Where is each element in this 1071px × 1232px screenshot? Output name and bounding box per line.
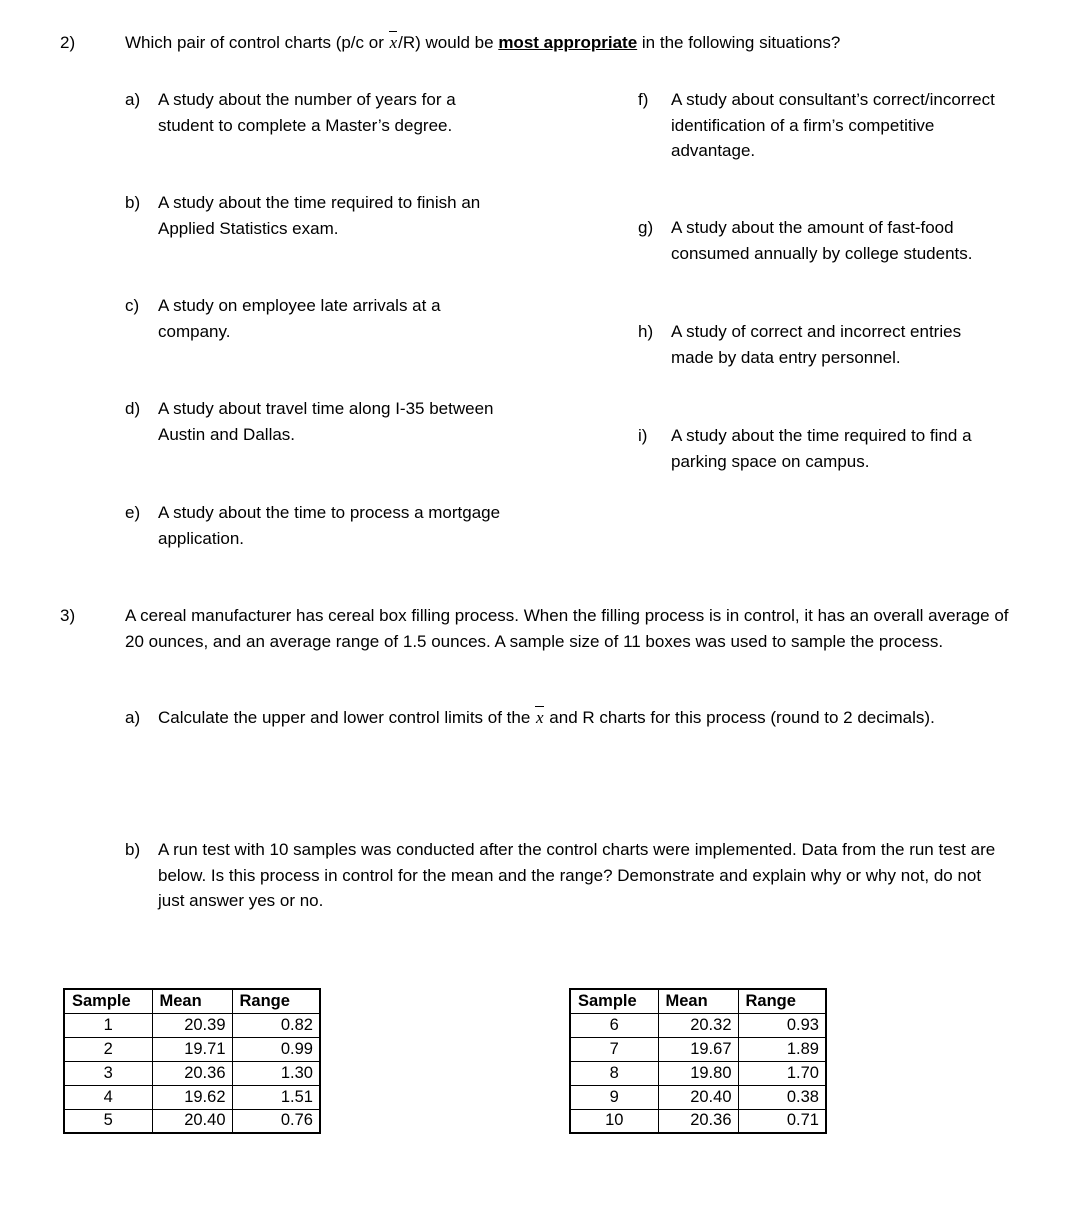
cell-mean: 19.71 — [152, 1037, 232, 1061]
cell-sample: 4 — [64, 1085, 152, 1109]
table-header-row — [570, 989, 826, 1013]
list-item-c-marker: c) — [125, 296, 140, 315]
cell-sample: 5 — [64, 1109, 152, 1133]
cell-mean: 20.39 — [152, 1013, 232, 1037]
list-item-h-marker: h) — [638, 322, 654, 341]
run-test-table-right — [569, 988, 827, 1134]
table-row — [64, 1085, 320, 1109]
column-header-mean: Mean — [658, 989, 738, 1013]
cell-mean: 20.36 — [152, 1061, 232, 1085]
list-item-d-text: A study about travel time along I-35 between Austin and Dallas. — [158, 399, 494, 444]
cell-sample: 2 — [64, 1037, 152, 1061]
table-header-row — [64, 989, 320, 1013]
table-row — [64, 1109, 320, 1133]
list-item-e — [125, 500, 515, 551]
table-row — [570, 1061, 826, 1085]
list-item-f-text: A study about consultant’s correct/incorrect identification of a firm’s competitive advantage. — [671, 90, 995, 160]
list-item-b-marker: b) — [125, 193, 141, 212]
column-header-range: Range — [232, 989, 320, 1013]
cell-range: 0.99 — [232, 1037, 320, 1061]
x-bar-symbol: x — [389, 30, 399, 56]
cell-mean: 20.40 — [658, 1085, 738, 1109]
question-3-part-b — [125, 837, 1005, 914]
list-item-g-marker: g) — [638, 218, 654, 237]
table-row — [570, 1109, 826, 1133]
table-row — [570, 1013, 826, 1037]
question-2-number: 2) — [60, 33, 76, 52]
list-item-h-text: A study of correct and incorrect entries made by data entry personnel. — [671, 322, 962, 367]
question-3-part-a-text — [158, 705, 995, 731]
cell-mean: 20.40 — [152, 1109, 232, 1133]
list-item-b — [125, 190, 515, 241]
question-3-part-a-marker: a) — [125, 708, 141, 727]
list-item-i-text: A study about the time required to find a parking space on campus. — [671, 426, 972, 471]
cell-range: 0.71 — [738, 1109, 826, 1133]
cell-sample: 7 — [570, 1037, 658, 1061]
list-item-g-text: A study about the amount of fast-food consumed annually by college students. — [671, 218, 973, 263]
question-2-prompt-mid: /R) would be — [398, 33, 499, 52]
cell-sample: 3 — [64, 1061, 152, 1085]
list-item-e-text: A study about the time to process a mortgage application. — [158, 503, 501, 548]
cell-mean: 20.36 — [658, 1109, 738, 1133]
column-header-sample: Sample — [570, 989, 658, 1013]
table-row — [64, 1061, 320, 1085]
list-item-f — [638, 87, 1008, 164]
list-item-d-marker: d) — [125, 399, 141, 418]
list-item-f-marker: f) — [638, 90, 649, 109]
list-item-a-text: A study about the number of years for a student to complete a Master’s degree. — [158, 90, 456, 135]
list-item-a-marker: a) — [125, 90, 141, 109]
list-item-c-text: A study on employee late arrivals at a company. — [158, 296, 441, 341]
cell-range: 1.30 — [232, 1061, 320, 1085]
question-3-part-a-text-after: and R charts for this process (round to 2 decimals). — [544, 708, 935, 727]
table-row — [570, 1037, 826, 1061]
cell-sample: 6 — [570, 1013, 658, 1037]
cell-mean: 20.32 — [658, 1013, 738, 1037]
table-row — [64, 1013, 320, 1037]
cell-range: 1.70 — [738, 1061, 826, 1085]
cell-sample: 10 — [570, 1109, 658, 1133]
list-item-e-marker: e) — [125, 503, 141, 522]
list-item-g — [638, 215, 1008, 266]
question-3-part-b-marker: b) — [125, 840, 141, 859]
question-3-part-b-text: A run test with 10 samples was conducted after the control charts were implemented. Data from the run test are below. Is this process in control for the mean and the range? Demonstrate and explain why or why not, do not just answer yes or no. — [158, 840, 996, 910]
cell-mean: 19.67 — [658, 1037, 738, 1061]
question-2-prompt-after: in the following situations? — [637, 33, 841, 52]
question-3-number: 3) — [60, 606, 76, 625]
table-row — [64, 1037, 320, 1061]
list-item-i — [638, 423, 1008, 474]
column-header-sample: Sample — [64, 989, 152, 1013]
column-header-mean: Mean — [152, 989, 232, 1013]
list-item-b-text: A study about the time required to finish an Applied Statistics exam. — [158, 193, 481, 238]
cell-range: 0.38 — [738, 1085, 826, 1109]
cell-range: 0.93 — [738, 1013, 826, 1037]
cell-sample: 1 — [64, 1013, 152, 1037]
cell-sample: 9 — [570, 1085, 658, 1109]
table-row — [570, 1085, 826, 1109]
cell-range: 0.82 — [232, 1013, 320, 1037]
list-item-a — [125, 87, 515, 138]
cell-range: 1.51 — [232, 1085, 320, 1109]
list-item-c — [125, 293, 515, 344]
question-3-part-a — [125, 705, 995, 731]
cell-sample: 8 — [570, 1061, 658, 1085]
x-bar-symbol: x — [535, 705, 545, 731]
question-2-prompt — [125, 30, 1025, 56]
question-3-part-a-text-before: Calculate the upper and lower control limits of the — [158, 708, 536, 727]
question-3-prompt: A cereal manufacturer has cereal box filling process. When the filling process is in control, it has an overall average of 20 ounces, and an average range of 1.5 ounces. A sample size of 11 boxes was used to sample the process. — [125, 606, 1009, 651]
cell-range: 0.76 — [232, 1109, 320, 1133]
cell-mean: 19.80 — [658, 1061, 738, 1085]
cell-mean: 19.62 — [152, 1085, 232, 1109]
list-item-i-marker: i) — [638, 426, 648, 445]
list-item-d — [125, 396, 515, 447]
list-item-h — [638, 319, 1008, 370]
run-test-table-left — [63, 988, 321, 1134]
question-2-prompt-before: Which pair of control charts (p/c or — [125, 33, 389, 52]
column-header-range: Range — [738, 989, 826, 1013]
cell-range: 1.89 — [738, 1037, 826, 1061]
question-2-emphasis: most appropriate — [498, 33, 638, 52]
